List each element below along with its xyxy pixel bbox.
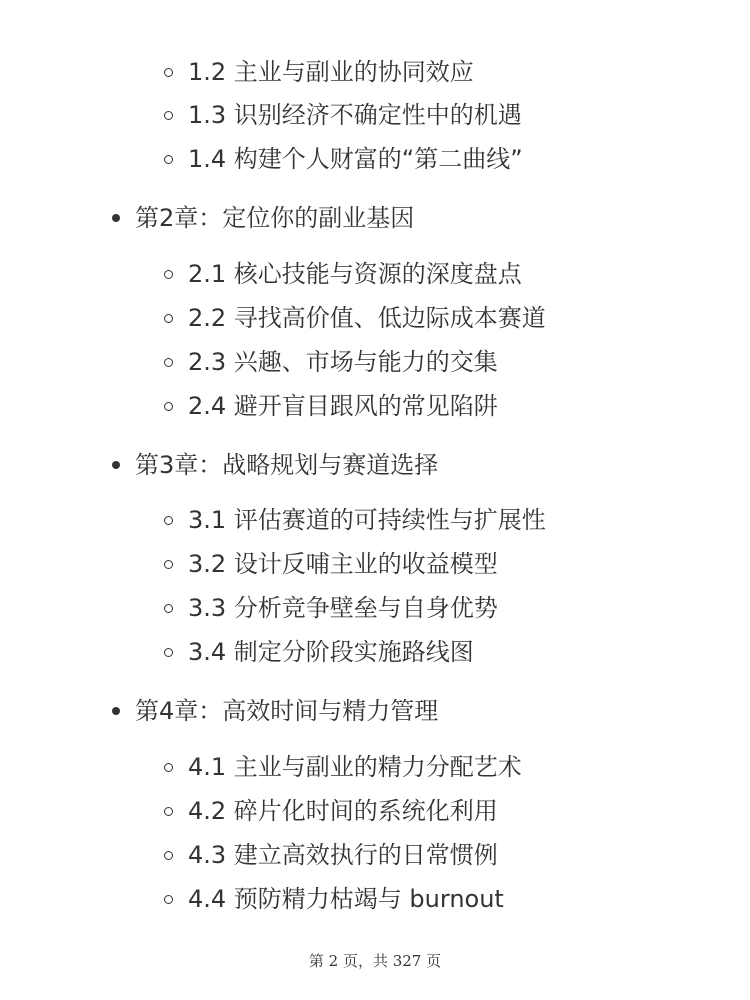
toc-subitem-label: 4.1 主业与副业的精力分配艺术	[188, 753, 522, 781]
toc-subitem-label: 4.4 预防精力枯竭与 burnout	[188, 885, 504, 913]
disc-bullet-icon	[112, 707, 120, 715]
toc-subitem-label: 2.1 核心技能与资源的深度盘点	[188, 260, 522, 288]
disc-bullet-icon	[112, 214, 120, 222]
circle-bullet-icon	[164, 763, 173, 772]
page-footer: 第 2 页，共 327 页	[308, 952, 442, 970]
circle-bullet-icon	[164, 155, 173, 164]
circle-bullet-icon	[164, 604, 173, 613]
circle-bullet-icon	[164, 807, 173, 816]
circle-bullet-icon	[164, 68, 173, 77]
toc-subitem-label: 1.4 构建个人财富的“第二曲线”	[188, 145, 523, 173]
toc-subitem	[164, 144, 523, 174]
toc-subitem-label: 3.2 设计反哺主业的收益模型	[188, 550, 498, 578]
toc-subitem-label: 4.3 建立高效执行的日常惯例	[188, 841, 498, 869]
circle-bullet-icon	[164, 314, 173, 323]
toc-subitem	[164, 840, 498, 870]
toc-subitem	[164, 796, 498, 826]
toc-subitem	[164, 391, 498, 421]
toc-subitem-label: 2.2 寻找高价值、低边际成本赛道	[188, 304, 546, 332]
circle-bullet-icon	[164, 895, 173, 904]
toc-subitem-label: 3.3 分析竞争壁垒与自身优势	[188, 594, 498, 622]
toc-subitem-label: 1.2 主业与副业的协同效应	[188, 58, 474, 86]
toc-subitem	[164, 505, 546, 535]
toc-subitem-label: 3.4 制定分阶段实施路线图	[188, 638, 474, 666]
disc-bullet-icon	[112, 461, 120, 469]
toc-subitem	[164, 100, 522, 130]
circle-bullet-icon	[164, 270, 173, 279]
toc-subitem	[164, 593, 498, 623]
toc-chapter	[112, 203, 414, 233]
circle-bullet-icon	[164, 851, 173, 860]
toc-subitem	[164, 549, 498, 579]
toc-subitem	[164, 347, 498, 377]
circle-bullet-icon	[164, 402, 173, 411]
toc-subitem	[164, 884, 504, 914]
toc-subitem-label: 3.1 评估赛道的可持续性与扩展性	[188, 506, 546, 534]
circle-bullet-icon	[164, 516, 173, 525]
toc-subitem-label: 2.3 兴趣、市场与能力的交集	[188, 348, 498, 376]
circle-bullet-icon	[164, 560, 173, 569]
toc-subitem-label: 2.4 避开盲目跟风的常见陷阱	[188, 392, 498, 420]
toc-subitem	[164, 57, 474, 87]
toc-chapter-label: 第3章：战略规划与赛道选择	[135, 451, 439, 479]
toc-subitem-label: 4.2 碎片化时间的系统化利用	[188, 797, 498, 825]
circle-bullet-icon	[164, 358, 173, 367]
toc-subitem	[164, 259, 522, 289]
circle-bullet-icon	[164, 648, 173, 657]
toc-subitem	[164, 637, 474, 667]
toc-chapter	[112, 696, 438, 726]
circle-bullet-icon	[164, 111, 173, 120]
toc-chapter	[112, 450, 438, 480]
toc-chapter-label: 第4章：高效时间与精力管理	[135, 697, 439, 725]
toc-subitem-label: 1.3 识别经济不确定性中的机遇	[188, 101, 522, 129]
toc-subitem	[164, 752, 522, 782]
toc-subitem	[164, 303, 546, 333]
toc-chapter-label: 第2章：定位你的副业基因	[135, 204, 415, 232]
